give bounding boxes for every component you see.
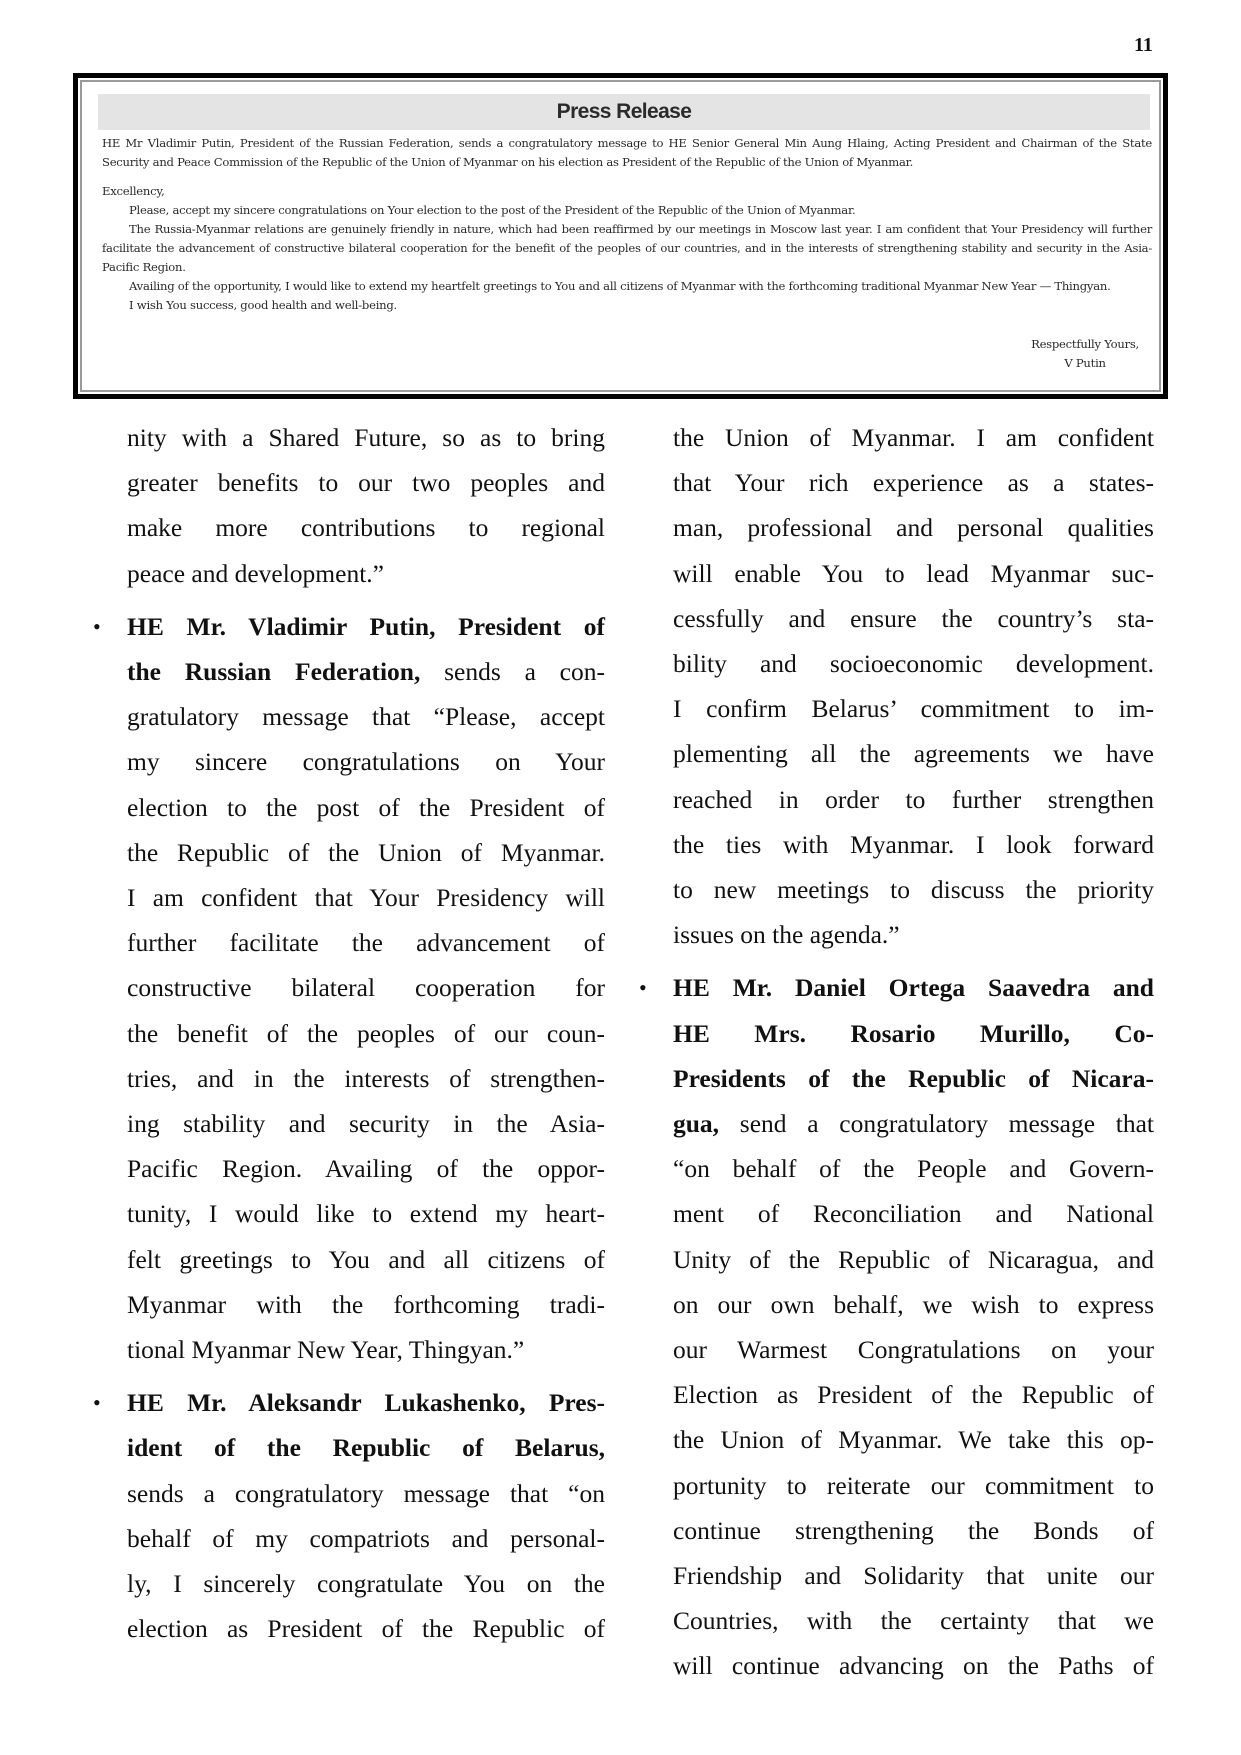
bold-sender-name: gua, <box>673 1109 720 1139</box>
right-continuation-paragraph <box>673 415 1154 957</box>
text-line: will enable You to lead Myanmar suc- <box>673 558 1154 588</box>
press-release-paragraph: Availing of the opportunity, I would like to extend my heartfelt greetings to You and all citizens of Myanmar with the forthcoming traditional Myanmar New Year — Thingyan. <box>129 279 1111 293</box>
text-line: Countries, with the certainty that we <box>673 1606 1154 1636</box>
text-line <box>127 604 605 649</box>
press-release-box <box>73 73 1168 399</box>
text-line: constructive bilateral cooperation for <box>127 973 605 1003</box>
bold-sender-name: ident of the Republic of Belarus, <box>127 1433 605 1463</box>
press-release-title: Press Release <box>98 94 1150 130</box>
text-line <box>673 965 1154 1010</box>
bold-sender-name: HE Mrs. Rosario Murillo, Co- <box>673 1018 1154 1048</box>
right-column <box>639 415 1154 1689</box>
text-line: I confirm Belarus’ commitment to im- <box>673 694 1154 724</box>
text-line <box>673 1056 1154 1101</box>
left-continuation-paragraph <box>127 415 605 596</box>
text-fragment: sends a con- <box>420 657 605 687</box>
text-line: sends a congratulatory message that “on <box>127 1478 605 1508</box>
text-line: reached in order to further strengthen <box>673 784 1154 814</box>
text-line: the benefit of the peoples of our coun- <box>127 1018 605 1048</box>
text-line: “on behalf of the People and Govern- <box>673 1154 1154 1184</box>
press-release-closing: Respectfully Yours, <box>1031 337 1139 351</box>
text-line: Pacific Region. Availing of the oppor- <box>127 1154 605 1184</box>
bold-sender-name: Presidents of the Republic of Nicara- <box>673 1063 1154 1093</box>
bullet-icon: • <box>93 1390 101 1416</box>
text-line: the Republic of the Union of Myanmar. <box>127 837 605 867</box>
press-release-body <box>102 134 1152 315</box>
bullet-item-ortega-murillo <box>639 965 1154 1688</box>
bullet-item-lukashenko <box>93 1380 605 1651</box>
bullet-icon: • <box>639 975 647 1001</box>
text-line: man, professional and personal qualities <box>673 513 1154 543</box>
text-line: further facilitate the advancement of <box>127 928 605 958</box>
text-line: election to the post of the President of <box>127 792 605 822</box>
bold-sender-name: HE Mr. Daniel Ortega Saavedra and <box>673 973 1154 1003</box>
bold-sender-name: HE Mr. Aleksandr Lukashenko, Pres- <box>127 1388 605 1418</box>
text-line <box>127 1425 605 1470</box>
text-line: nity with a Shared Future, so as to bring <box>127 423 605 452</box>
press-release-paragraph: The Russia-Myanmar relations are genuinely friendly in nature, which had been reaffirmed by our meetings in Moscow last year. I am confident that Your Presidency will further facilitate the advancement of constructive bilateral cooperation for the benefit of the peoples of our countries, and in the interests of strengthening stability and security in the Asia-Pacific Region. <box>102 222 1152 274</box>
text-line: Election as President of the Republic of <box>673 1380 1154 1410</box>
text-line <box>127 649 605 694</box>
text-line: plementing all the agreements we have <box>673 739 1154 769</box>
press-release-paragraph: Please, accept my sincere congratulations on Your election to the post of the President of the Republic of the Union of Myanmar. <box>129 203 856 217</box>
text-line: election as President of the Republic of <box>127 1614 605 1644</box>
text-line: tunity, I would like to extend my heart- <box>127 1199 605 1229</box>
text-line: cessfully and ensure the country’s sta- <box>673 603 1154 633</box>
text-line: that Your rich experience as a states- <box>673 468 1154 498</box>
text-line: my sincere congratulations on Your <box>127 747 605 777</box>
text-line: issues on the agenda.” <box>673 920 900 950</box>
bold-sender-name: the Russian Federation, <box>127 657 421 687</box>
text-line <box>673 1101 1154 1146</box>
text-line: continue strengthening the Bonds of <box>673 1515 1154 1545</box>
bullet-item-putin <box>93 604 605 1372</box>
bold-sender-name: HE Mr. Vladimir Putin, President of <box>127 611 605 641</box>
press-release-signature: V Putin <box>1064 356 1106 370</box>
press-release-salutation: Excellency, <box>102 184 165 198</box>
text-line: ly, I sincerely congratulate You on the <box>127 1569 605 1599</box>
text-line: ing stability and security in the Asia- <box>127 1109 605 1139</box>
text-line: ment of Reconciliation and National <box>673 1199 1154 1229</box>
page-number: 11 <box>1134 34 1153 56</box>
text-fragment: send a congratulatory message that <box>719 1109 1154 1139</box>
press-release-intro: HE Mr Vladimir Putin, President of the Russian Federation, sends a congratulatory message to HE Senior General Min Aung Hlaing, Acting President and Chairman of the State Security and Peace Commission of the Republic of the Union of Myanmar on his election as President of the Republic of the Union of Myanmar. <box>102 136 1152 169</box>
text-line: make more contributions to regional <box>127 513 605 543</box>
text-line: tries, and in the interests of strengthen- <box>127 1063 605 1093</box>
text-line: on our own behalf, we wish to express <box>673 1289 1154 1319</box>
text-line: I am confident that Your Presidency will <box>127 883 605 913</box>
text-line <box>127 1380 605 1425</box>
text-line: portunity to reiterate our commitment to <box>673 1470 1154 1500</box>
text-line: to new meetings to discuss the priority <box>673 875 1154 905</box>
text-line: the ties with Myanmar. I look forward <box>673 829 1154 859</box>
press-release-signature-block <box>1031 335 1139 373</box>
press-release-inner-frame <box>80 80 1161 392</box>
text-line: Friendship and Solidarity that unite our <box>673 1561 1154 1591</box>
text-line: will continue advancing on the Paths of <box>673 1651 1154 1681</box>
text-line <box>673 1011 1154 1056</box>
text-line: our Warmest Congratulations on your <box>673 1335 1154 1365</box>
text-line: bility and socioeconomic development. <box>673 649 1154 679</box>
bullet-icon: • <box>93 613 101 639</box>
text-line: greater benefits to our two peoples and <box>127 468 605 498</box>
press-release-paragraph: I wish You success, good health and well-being. <box>129 298 397 312</box>
text-line: the Union of Myanmar. I am confident <box>673 423 1154 452</box>
text-line: behalf of my compatriots and personal- <box>127 1523 605 1553</box>
left-column <box>93 415 605 1651</box>
text-line: Myanmar with the forthcoming tradi- <box>127 1289 605 1319</box>
text-line: the Union of Myanmar. We take this op- <box>673 1425 1154 1455</box>
text-line: gratulatory message that “Please, accept <box>127 702 605 732</box>
text-line: peace and development.” <box>127 558 384 588</box>
text-line: Unity of the Republic of Nicaragua, and <box>673 1244 1154 1274</box>
text-line: felt greetings to You and all citizens of <box>127 1244 605 1274</box>
text-line: tional Myanmar New Year, Thingyan.” <box>127 1335 525 1365</box>
